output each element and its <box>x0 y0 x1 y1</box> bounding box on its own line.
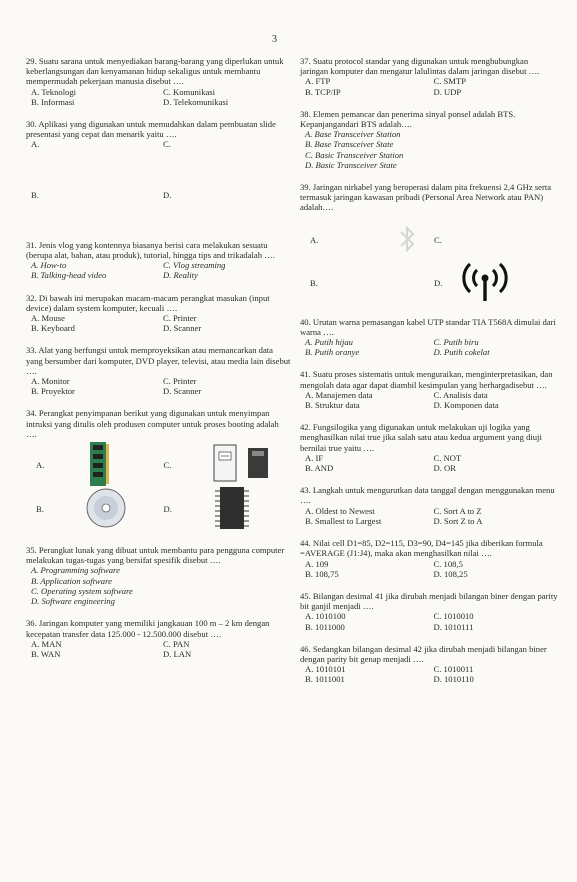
question-text: Elemen pemancar dan penerima sinyal ponsel adalah BTS. Kepanjangandari BTS adalah…. <box>300 108 516 130</box>
option-a[interactable]: A. 1010100 <box>305 611 346 622</box>
question-42: 42. Fungsilogika yang digunakan untuk melakukan uji logika yang menghasilkan nilai true jika salah satu atau kedua argument yang diuji bernilai true yaitu …. A. IF C. NOT B. AND D. OR <box>300 422 558 473</box>
option-c[interactable] <box>164 443 292 487</box>
option-a[interactable]: A. 1010101 <box>305 664 346 675</box>
option-c[interactable]: C. NOT <box>433 452 462 463</box>
question-35: 35. Perangkat lunak yang dibuat untuk membantu para pengguna computer melakukan tugas-tugas yang bersifat spesifik disebut …. A. Programming software B. Application software C. Operating system software D. Software engineering <box>26 545 291 606</box>
hard-disk-icon <box>212 442 272 488</box>
question-text: Langkah untuk mengurutkan data tanggal dengan menggunakan menu …. <box>300 485 555 506</box>
rom-chip-icon <box>212 485 252 533</box>
option-a[interactable]: A. IF <box>305 452 324 463</box>
option-a[interactable]: A. How-to <box>31 260 67 271</box>
question-number: 32 <box>26 292 35 303</box>
option-d[interactable]: D. Telekomunikasi <box>163 96 229 107</box>
option-b[interactable]: B. Talking-head video <box>31 270 107 281</box>
option-a[interactable]: A. Base Transceiver Station <box>305 129 401 140</box>
option-d[interactable]: D. Reality <box>163 270 198 281</box>
question-number: 40 <box>300 316 309 327</box>
option-d[interactable]: D. 1010110 <box>433 674 474 685</box>
option-b[interactable] <box>310 263 434 303</box>
option-a[interactable]: A. 109 <box>305 558 329 569</box>
option-label: C. <box>434 234 442 245</box>
option-d[interactable]: D. Putih cokelat <box>433 347 490 358</box>
question-number: 38 <box>300 108 309 119</box>
option-label: A. <box>36 459 45 470</box>
question-31: 31. Jenis vlog yang kontennya biasanya berisi cara melakukan sesuatu (berupa alat, bahan, atau produk), tutorial, hingga tips and trikadalah …. A. How-to C. Vlog streaming B. Talking-head video D. Reality <box>26 240 291 281</box>
option-c[interactable]: C. Vlog streaming <box>163 260 226 271</box>
option-c[interactable]: C. Basic Transceiver Station <box>305 149 404 160</box>
question-41: 41. Suatu proses sistematis untuk menguraikan, menginterpretasikan, dan mengolah data agar dapat diambil kesimpulan yang berhargadisebut …. A. Manajemen data C. Analisis data B. Struktur data D. Komponen data <box>300 369 558 410</box>
option-c[interactable]: C. 1010010 <box>433 611 474 622</box>
option-b[interactable]: B. Base Transceiver State <box>305 139 394 150</box>
option-c[interactable]: C. Putih biru <box>433 337 479 348</box>
question-number: 46 <box>300 643 309 654</box>
option-c[interactable] <box>434 217 558 263</box>
question-33: 33. Alat yang berfungsi untuk memproyeksikan atau memancarkan data yang bersumber dari komputer, DVD player, televisi, atau media lain disebut …. A. Monitor C. Printer B. Proyektor D. Scanner <box>26 345 291 397</box>
question-text: Bilangan desimal 41 jika dirubah menjadi bilangan biner dengan parity bit ganjil menjadi …. <box>300 590 558 612</box>
option-a[interactable]: A. Programming software <box>31 565 120 576</box>
question-text: Jenis vlog yang kontennya biasanya berisi cara melakukan sesuatu (berupa alat, bahan, atau produk), tutorial, hingga tips and trikadalah …. <box>26 239 275 261</box>
question-text: Fungsilogika yang digunakan untuk melakukan uji logika yang menghasilkan nilai true jika salah satu atau kedua argument yang diuji bernilai true yaitu …. <box>300 422 542 453</box>
option-a[interactable]: A. Putih hijau <box>305 337 353 348</box>
wifi-hotspot-icon <box>460 260 510 306</box>
question-number: 34 <box>26 408 35 419</box>
page-number: 3 <box>272 34 277 45</box>
question-number: 37 <box>300 56 309 66</box>
option-a[interactable]: A. Manajemen data <box>305 389 373 400</box>
question-text: Jaringan komputer yang memiliki jangkauan 100 m – 2 km dengan kecepatan transfer data 125.000 - 12.500.000 disebut …. <box>26 618 270 639</box>
option-a[interactable]: A. FTP <box>305 76 331 87</box>
question-number: 30 <box>26 119 35 130</box>
option-d[interactable] <box>434 263 558 303</box>
option-c[interactable]: C. <box>163 139 171 150</box>
option-d[interactable] <box>164 487 292 531</box>
question-29: 29. Suatu sarana untuk menyediakan barang-barang yang diperlukan untuk keberlangsungan dan kenyamanan hidup sekaligus untuk membantu mempermudah pekerjaan manusia disebut …. A. Teknologi C. Komunikasi B. Informasi D. Telekomunikasi <box>26 56 291 107</box>
dvd-disc-icon <box>84 486 128 532</box>
ram-stick-icon <box>84 442 114 488</box>
bluetooth-icon <box>395 224 419 256</box>
question-number: 39 <box>300 182 309 193</box>
option-b[interactable]: B. Struktur data <box>305 400 360 411</box>
question-text: Sedangkan bilangan desimal 42 jika dirubah menjadi bilangan biner dengan parity bit genap menjadi …. <box>300 643 547 664</box>
option-d[interactable]: D. LAN <box>163 648 192 659</box>
question-34: 34. Perangkat penyimpanan berikut yang digunakan untuk menyimpan intruksi yang ditulis oleh produsen computer untuk proses booting adalah …. A. C. B. D. <box>26 408 291 531</box>
question-text: Alat yang berfungsi untuk memproyeksikan atau memancarkan data yang bersumber dari komputer, DVD player, televisi, atau media lain disebut …. <box>26 345 291 376</box>
question-40: 40. Urutan warna pemasangan kabel UTP standar TIA T568A dimulai dari warna …. A. Putih hijau C. Putih biru B. Putih oranye D. Putih cokelat <box>300 317 558 358</box>
option-d[interactable]: D. Basic Transceiver State <box>305 159 397 170</box>
option-c[interactable]: C. Printer <box>163 313 197 324</box>
option-c[interactable]: C. Komunikasi <box>163 86 216 97</box>
option-d[interactable]: D. UDP <box>433 86 462 97</box>
option-a[interactable]: A. MAN <box>31 638 62 649</box>
question-number: 33 <box>26 345 35 356</box>
option-b[interactable]: B. Informasi <box>31 96 75 107</box>
option-b[interactable] <box>36 487 164 531</box>
question-45: 45. Bilangan desimal 41 jika dirubah menjadi bilangan biner dengan parity bit ganjil menjadi …. A. 1010100 C. 1010010 B. 1011000 D. 1010111 <box>300 590 558 632</box>
question-text: Suatu sarana untuk menyediakan barang-barang yang diperlukan untuk keberlangsungan dan kenyamanan hidup sekaligus untuk membantu mempermudah pekerjaan manusia disebut …. <box>26 56 284 87</box>
question-number: 42 <box>300 422 309 433</box>
option-c[interactable]: C. PAN <box>163 638 190 649</box>
question-number: 44 <box>300 538 309 549</box>
option-b[interactable]: B. TCP/IP <box>305 86 341 97</box>
question-text: Urutan warna pemasangan kabel UTP standar TIA T568A dimulai dari warna …. <box>300 316 556 337</box>
question-30: 30. Aplikasi yang digunakan untuk memudahkan dalam pembuatan slide presentasi yang cepat dan menarik yaitu …. A. C. B. D. <box>26 119 291 200</box>
question-text: Suatu protocol standar yang digunakan untuk menghubungkan jaringan komputer dan mengatur lalulintas dalam jaringan disebut …. <box>300 56 540 77</box>
left-column <box>26 56 291 659</box>
option-d[interactable]: D. Sort Z to A <box>433 515 483 526</box>
option-d[interactable]: D. OR <box>433 463 456 474</box>
option-label: D. <box>163 503 172 514</box>
question-text: Suatu proses sistematis untuk menguraikan, menginterpretasikan, dan mengolah data agar dapat diambil kesimpulan yang berhargadisebut …. <box>300 369 553 390</box>
option-b[interactable]: B. Putih oranye <box>305 347 360 358</box>
option-a[interactable]: A. Monitor <box>31 376 70 387</box>
option-a[interactable] <box>310 217 434 263</box>
option-b[interactable]: B. Application software <box>31 575 112 586</box>
option-d[interactable]: D. Software engineering <box>31 596 115 607</box>
question-43: 43. Langkah untuk mengurutkan data tanggal dengan menggunakan menu …. A. Oldest to Newest C. Sort A to Z B. Smallest to Largest D. Sort Z to A <box>300 485 558 526</box>
question-36: 36. Jaringan komputer yang memiliki jangkauan 100 m – 2 km dengan kecepatan transfer data 125.000 - 12.500.000 disebut …. A. MAN C. PAN B. WAN D. LAN <box>26 618 291 659</box>
option-label: D. <box>434 277 443 288</box>
option-c[interactable]: C. 108,5 <box>433 558 463 569</box>
option-b[interactable]: B. Keyboard <box>31 323 75 334</box>
question-46: 46. Sedangkan bilangan desimal 42 jika dirubah menjadi bilangan biner dengan parity bit genap menjadi …. A. 1010101 C. 1010011 B. 1011001 D. 1010110 <box>300 644 558 685</box>
option-c[interactable]: C. Printer <box>163 376 197 387</box>
option-b[interactable]: B. WAN <box>31 648 61 659</box>
option-a[interactable]: A. <box>31 139 40 150</box>
option-c[interactable]: C. Operating system software <box>31 585 133 596</box>
question-text: Di bawah ini merupakan macam-macam perangkat masukan (input device) dalam system komputer, kecuali …. <box>26 292 270 313</box>
question-text: Aplikasi yang digunakan untuk memudahkan dalam pembuatan slide presentasi yang cepat dan menarik yaitu …. <box>26 119 276 140</box>
option-d[interactable]: D. 1010111 <box>433 621 474 632</box>
option-b[interactable]: B. AND <box>305 463 334 474</box>
question-number: 35 <box>26 545 35 556</box>
question-text: Perangkat lunak yang dibuat untuk membantu para pengguna computer melakukan tugas-tugas yang bersifat spesifik disebut …. <box>26 545 285 566</box>
option-d[interactable]: D. Scanner <box>163 323 202 334</box>
option-c[interactable]: C. Sort A to Z <box>433 505 482 516</box>
option-a[interactable] <box>36 443 164 487</box>
option-d[interactable]: D. <box>163 189 172 200</box>
question-32: 32. Di bawah ini merupakan macam-macam perangkat masukan (input device) dalam system komputer, kecuali …. A. Mouse C. Printer B. Keyboard D. Scanner <box>26 293 291 334</box>
question-text: Perangkat penyimpanan berikut yang digunakan untuk menyimpan intruksi yang ditulis oleh produsen computer untuk proses booting adalah …. <box>26 408 279 439</box>
option-c[interactable]: C. 1010011 <box>433 664 474 675</box>
question-number: 41 <box>300 369 309 380</box>
option-a[interactable]: A. Teknologi <box>31 86 77 97</box>
option-b[interactable]: B. Smallest to Largest <box>305 515 382 526</box>
right-column <box>300 56 558 685</box>
question-number: 29 <box>26 56 35 66</box>
question-number: 45 <box>300 590 309 601</box>
option-b[interactable]: B. 1011001 <box>305 674 345 685</box>
option-d[interactable]: D. Komponen data <box>433 400 499 411</box>
option-label: B. <box>36 503 44 514</box>
question-number: 36 <box>26 618 35 629</box>
question-39: 39. Jaringan nirkabel yang beroperasi dalam pita frekuensi 2,4 GHz serta termasuk jaringan kawasan pribadi (Personal Area Network atau PAN) adalah…. A. C. B. D. <box>300 182 558 303</box>
question-number: 43 <box>300 485 309 496</box>
question-text: Nilai cell D1=85, D2=115, D3=90, D4=145 jika diberikan formula =AVERAGE (J1:J4), maka akan menghasilkan nilai …. <box>300 538 543 559</box>
option-b[interactable]: B. 108,75 <box>305 568 339 579</box>
option-d[interactable]: D. Scanner <box>163 386 202 397</box>
option-b[interactable]: B. Proyektor <box>31 386 75 397</box>
option-a[interactable]: A. Oldest to Newest <box>305 505 375 516</box>
question-number: 31 <box>26 239 35 250</box>
option-label: A. <box>310 234 319 245</box>
option-label: C. <box>163 459 172 470</box>
question-37: 37. Suatu protocol standar yang digunakan untuk menghubungkan jaringan komputer dan mengatur lalulintas dalam jaringan disebut …. A. FTP C. SMTP B. TCP/IP D. UDP <box>300 56 558 97</box>
option-c[interactable]: C. SMTP <box>433 76 466 87</box>
option-label: B. <box>310 277 318 288</box>
question-38: 38. Elemen pemancar dan penerima sinyal ponsel adalah BTS. Kepanjangandari BTS adalah…. A. Base Transceiver Station B. Base Transceiver State C. Basic Transceiver Station D. Basic Transceiver State <box>300 109 558 170</box>
question-text: Jaringan nirkabel yang beroperasi dalam pita frekuensi 2,4 GHz serta termasuk jaringan kawasan pribadi (Personal Area Network atau PAN) adalah…. <box>300 182 552 213</box>
question-44: 44. Nilai cell D1=85, D2=115, D3=90, D4=145 jika diberikan formula =AVERAGE (J1:J4), maka akan menghasilkan nilai …. A. 109 C. 108,5 B. 108,75 D. 108,25 <box>300 538 558 579</box>
option-a[interactable]: A. Mouse <box>31 313 65 324</box>
option-b[interactable]: B. <box>31 189 39 200</box>
option-d[interactable]: D. 108,25 <box>433 568 468 579</box>
option-b[interactable]: B. 1011000 <box>305 621 345 632</box>
option-c[interactable]: C. Analisis data <box>433 389 488 400</box>
